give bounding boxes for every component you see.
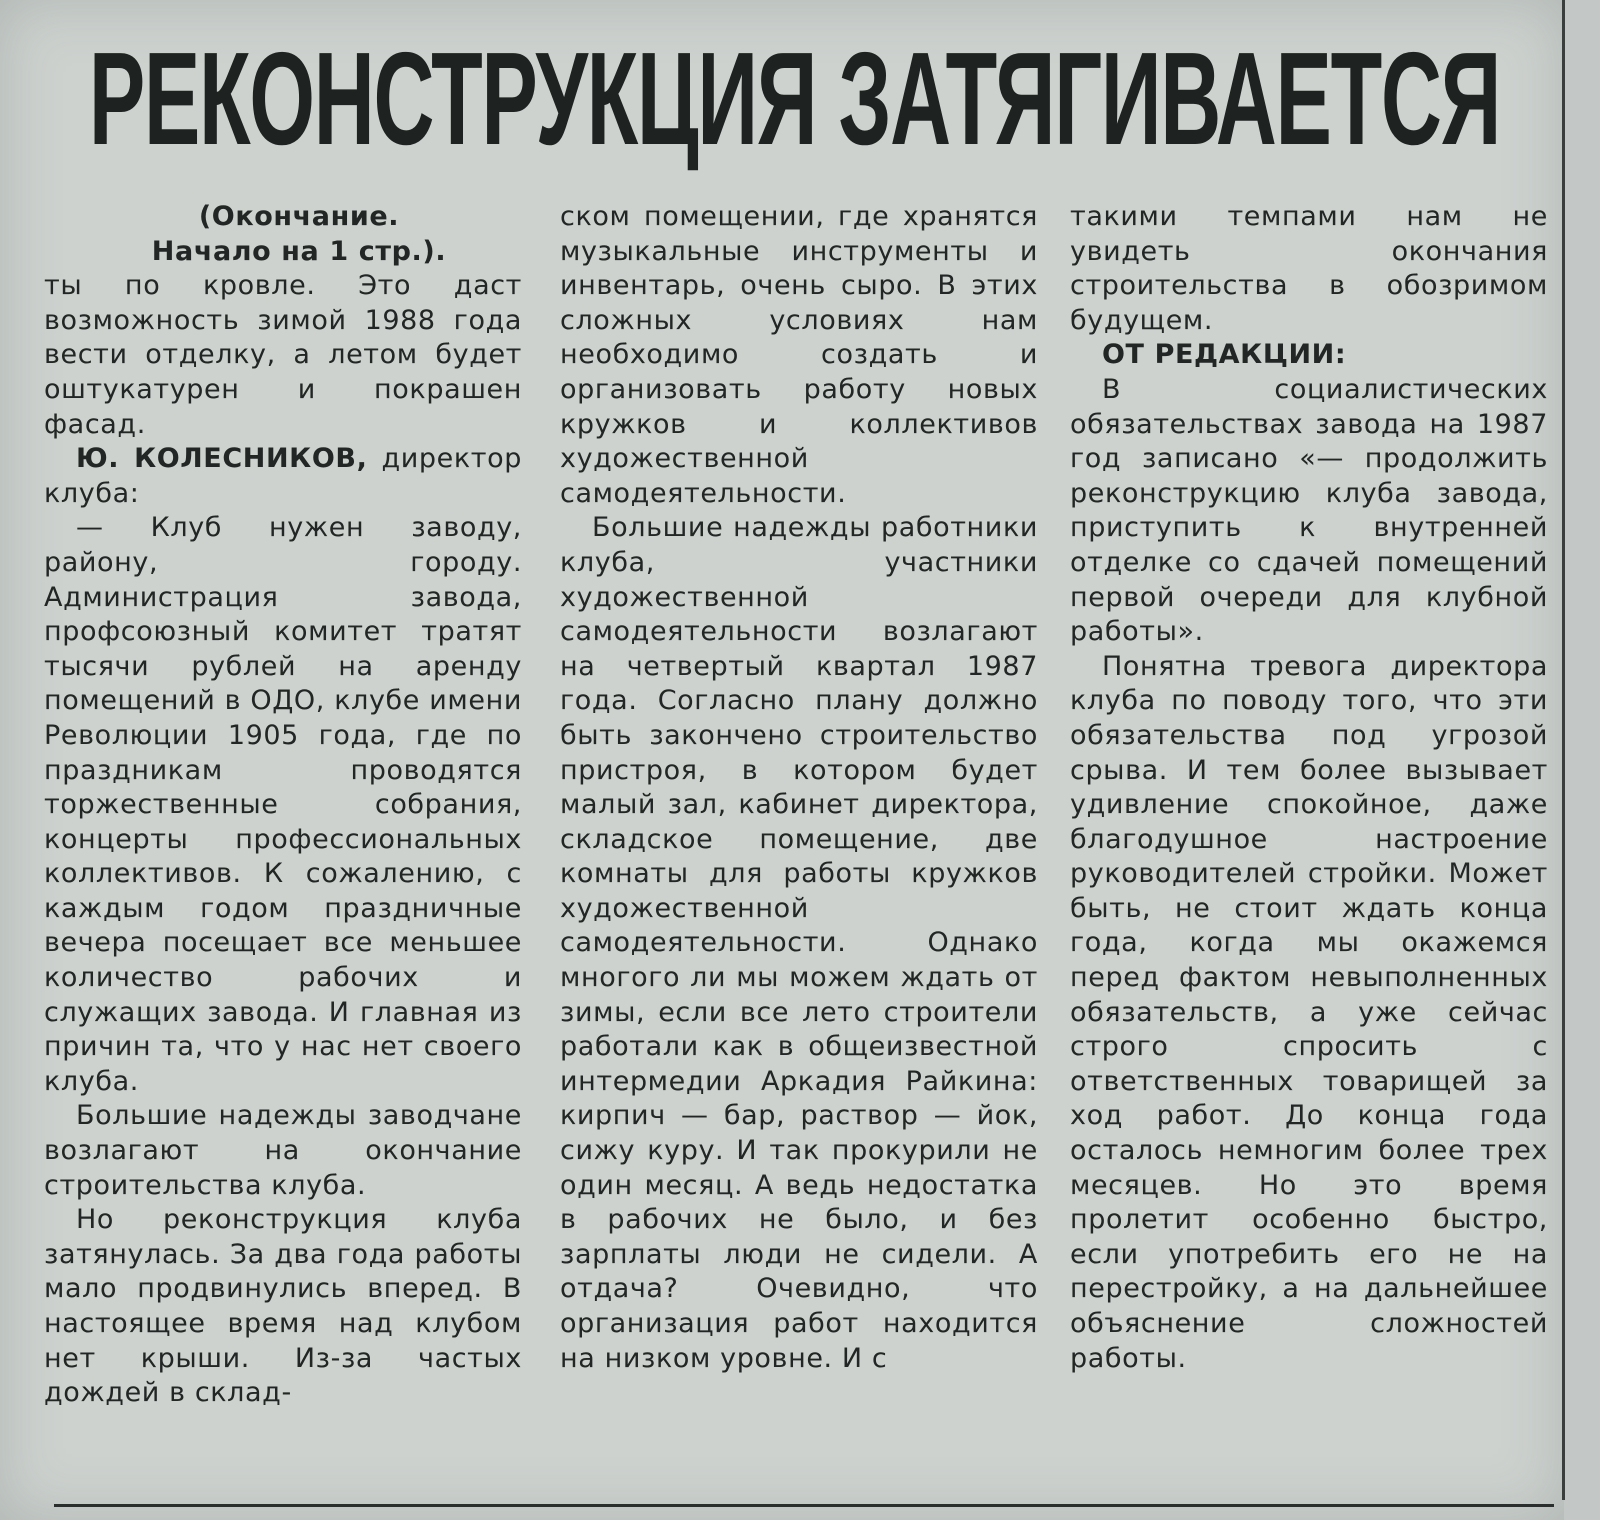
author-line [44,442,522,511]
article-headline: РЕКОНСТРУКЦИЯ ЗАТЯГИВАЕТСЯ [89,25,1501,172]
paragraph: Большие надежды работники клуба, участники художественной самодеятельности возлагают на четвертый квартал 1987 года. Согласно плану должно быть закончено строительство пристроя, в котором будет малый зал, кабинет директора, складское помещение, две комнаты для работы кружков художественной самодеятельности. Однако многого ли мы можем ждать от зимы, если все лето строители работали как в общеизвестной интермедии Аркадия Райкина: кирпич — бар, раствор — йок, сижу куру. И так прокурили не один месяц. А ведь недостатка в рабочих не было, и без зарплаты люди не сидели. А отдача? Очевидно, что организация работ находится на низком уровне. И с [560,512,1038,1374]
headline-container [60,14,1530,184]
article-column-3 [1070,200,1548,1376]
article-column-2 [560,200,1038,1376]
paragraph: — Клуб нужен заводу, району, городу. Администрация завода, профсоюзный комитет тратят тысячи рублей на аренду помещений в ОДО, клубе имени Революции 1905 года, где по праздникам проводятся торжественные собрания, концерты профессиональных коллективов. К сожалению, с каждым годом праздничные вечера посещает все меньшее количество рабочих и служащих завода. И главная из причин та, что у нас нет своего клуба. [44,512,522,1097]
paragraph: ском помещении, где хранятся музыкальные инструменты и инвентарь, очень сыро. В этих сложных условиях нам необходимо создать и организовать работу новых кружков и коллективов художественной самодеятельности. [560,201,1038,509]
paragraph: ты по кровле. Это даст возможность зимой 1988 года вести отделку, а летом будет оштукатурен и покрашен фасад. [44,270,522,440]
paragraph: В социалистических обязательствах завода на 1987 год записано «— продолжить реконструкцию клуба завода, приступить к внутренней отделке со сдачей помещений первой очереди для клубной работы». [1070,373,1548,648]
paragraph: Но реконструкция клуба затянулась. За два года работы мало продвинулись вперед. В настоящее время над клубом нет крыши. Из-за частых дождей в склад- [44,1204,522,1409]
author-name: Ю. КОЛЕСНИКОВ, [76,443,368,475]
continuation-note-line2: Начало на 1 стр.). [151,235,447,267]
paragraph: Большие надежды заводчане возлагают на окончание строительства клуба. [44,1100,522,1201]
paragraph: Понятна тревога директора клуба по поводу того, что эти обязательства под угрозой срыва. И тем более вызывает удивление спокойное, даже благодушное настроение руководителей стройки. Может быть, не стоит ждать конца года, когда мы окажемся перед фактом невыполненных обязательств, а уже сейчас строго спросить с ответственных товарищей за ход работ. До конца года осталось немногим более трех месяцев. Но это время пролетит особенно быстро, если употребить его не на перестройку, а на дальнейшее объяснение сложностей работы. [1070,650,1548,1374]
article-column-1 [44,200,522,1411]
editorial-heading: ОТ РЕДАКЦИИ: [1102,339,1347,371]
paragraph: такими темпами нам не увидеть окончания строительства в обозримом будущем. [1070,201,1548,336]
author-role: директор клуба: [44,443,522,509]
continuation-note-line1: (Окончание. [198,201,400,232]
page-edge-line [1562,0,1565,1500]
bottom-rule [54,1504,1554,1507]
